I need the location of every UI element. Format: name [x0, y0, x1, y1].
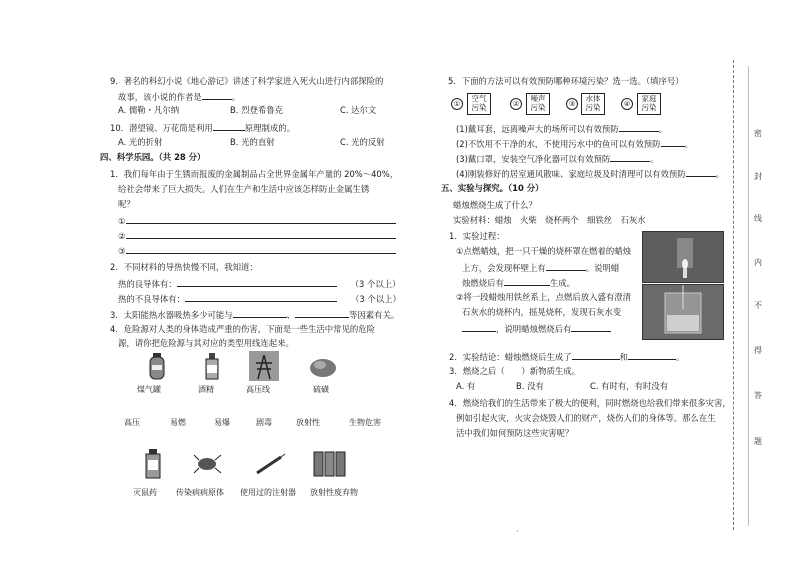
q4-line3: 活中我们如何预防这些灾害呢？ — [456, 428, 574, 438]
answer-blank[interactable] — [546, 261, 586, 271]
item-label: 放射性废弃物 — [310, 488, 358, 497]
binding-char: 封 — [754, 172, 762, 181]
hazard-type[interactable]: 生物危害 — [349, 418, 381, 427]
q3-options — [456, 381, 668, 392]
option-b[interactable]: B. 光的直射 — [230, 137, 275, 147]
q5-item-2: (2)不饮用不干净的水，不使用污水中的鱼可以有效预防 。 — [456, 139, 693, 149]
answer-blank[interactable] — [126, 214, 396, 224]
q5-line: 5．下面的方法可以有效预防哪种环境污染？选一选。（填序号） — [448, 76, 684, 86]
p4-line1: 4．危险源对人类的身体造成严重的伤害，下面是一些生活中常见的危险 — [110, 324, 375, 334]
p1-line3: 呢？ — [118, 199, 135, 209]
process-head: 1．实验过程： — [449, 231, 505, 241]
answer-blank[interactable] — [571, 322, 611, 332]
pollution-choice-air[interactable]: 空气 污染 — [467, 93, 491, 115]
p2-good: 热的良导体有： （3 个以上） — [118, 279, 401, 289]
binding-line — [733, 60, 735, 530]
q4-line1: 4．燃烧给我们的生活带来了极大的便利，同时燃烧也给我们带来很多灾害， — [449, 398, 731, 408]
rat-poison-picture — [138, 448, 168, 478]
p1-answer-2: ② — [118, 229, 396, 242]
p2-bad: 热的不良导体有： （3 个以上） — [118, 294, 401, 304]
q5-item-3: (3)戴口罩，安装空气净化器可以有效预防 。 — [456, 154, 659, 164]
p3-line: 3．太阳能热水器吸热多少可能与 、 等因素有关。 — [110, 310, 400, 320]
binding-char: 题 — [754, 437, 762, 446]
option-a[interactable]: A. 有 — [456, 381, 476, 391]
p1-line1: 1．我们每年由于生锈而报废的金属制品占全世界金属年产量的 20%～40%， — [110, 169, 399, 179]
p2-line: 2．不同材料的导热快慢不同，我知道： — [110, 262, 258, 272]
step2-line1: ②将一段蜡烛用铁丝系上，点燃后放入盛有澄清 — [456, 292, 632, 302]
answer-blank[interactable] — [233, 308, 287, 318]
sulfur-picture — [308, 351, 338, 381]
q9-line1: 9．著名的科幻小说《地心游记》讲述了科学家进入死火山进行内部探险的 — [110, 76, 384, 86]
answer-blank[interactable] — [462, 322, 496, 332]
item-label: 传染病病原体 — [176, 488, 224, 497]
syringe-picture — [254, 452, 284, 482]
step2-line2: 石灰水的烧杯内，摇晃烧杯，发现石灰水变 — [462, 307, 622, 317]
answer-blank[interactable] — [619, 122, 659, 132]
answer-blank[interactable] — [628, 350, 676, 360]
step1-line2: 上方，会发现杯壁上有 。说明蜡 — [462, 263, 620, 273]
p1-answer-1: ① — [118, 214, 396, 227]
answer-blank[interactable] — [504, 276, 550, 286]
materials-line: 实验材料：蜡烛 火柴 烧杯两个 细铁丝 石灰水 — [453, 215, 646, 225]
answer-blank[interactable] — [177, 277, 337, 287]
pollution-choice-noise[interactable]: 噪声 污染 — [526, 93, 550, 115]
p1-line2: 给社会带来了巨大损失。人们在生产和生活中应该怎样防止金属生锈 — [118, 184, 370, 194]
experiment-title: 蜡烛燃烧生成了什么？ — [453, 200, 537, 210]
answer-blank[interactable] — [126, 229, 396, 239]
item-label: 硫磺 — [313, 385, 329, 394]
gas-cylinder-picture — [142, 351, 172, 381]
q10-options — [118, 137, 385, 148]
choice-number: ① — [451, 98, 463, 110]
section-5-title: 五、实验与探究。（10 分） — [441, 183, 544, 193]
q9-options — [118, 105, 376, 116]
section-4-title: 四、科学乐园。（共 28 分） — [100, 152, 206, 162]
option-c[interactable]: C. 光的反射 — [340, 137, 385, 147]
q4-line2: 例如引起火灾，火灾会烧毁人们的财产，烧伤人们的身体等。那么在生 — [456, 413, 716, 423]
item-label: 灭鼠药 — [133, 488, 157, 497]
step1-line3: 烛燃烧后有 生成。 — [462, 278, 575, 288]
answer-blank[interactable] — [686, 167, 716, 177]
answer-blank[interactable] — [572, 350, 620, 360]
limewater-beaker-photo — [642, 284, 724, 340]
radioactive-waste-picture — [313, 448, 343, 478]
answer-blank[interactable] — [295, 308, 349, 318]
answer-blank[interactable] — [126, 244, 396, 254]
hazard-type[interactable]: 高压 — [124, 418, 140, 427]
hazard-type[interactable]: 剧毒 — [256, 418, 272, 427]
hazard-type[interactable]: 放射性 — [296, 418, 320, 427]
answer-blank[interactable] — [213, 121, 245, 131]
choice-number: ④ — [621, 98, 633, 110]
page-edge — [748, 66, 749, 526]
answer-blank[interactable] — [610, 152, 650, 162]
binding-char: 得 — [754, 346, 762, 355]
answer-blank[interactable] — [661, 137, 685, 147]
binding-char: 内 — [754, 258, 762, 267]
binding-char: 答 — [754, 391, 762, 400]
p1-answer-3: ③ — [118, 244, 396, 257]
q5-item-1: (1)戴耳套，远离噪声大的场所可以有效预防 。 — [456, 124, 667, 134]
answer-blank[interactable] — [185, 292, 337, 302]
option-c[interactable]: C. 达尔文 — [340, 105, 377, 115]
footer-mark: · — [516, 526, 519, 536]
pathogen-picture — [193, 452, 223, 482]
item-label: 高压线 — [246, 385, 270, 394]
hazard-type[interactable]: 易爆 — [214, 418, 230, 427]
item-label: 使用过的注射器 — [240, 488, 296, 497]
option-b[interactable]: B. 烈登希鲁克 — [230, 105, 283, 115]
binding-char: 不 — [754, 301, 762, 310]
q9-line2: 故事，该小说的作者是 。 — [118, 92, 241, 102]
answer-blank[interactable] — [202, 90, 232, 100]
option-b[interactable]: B. 没有 — [516, 381, 544, 391]
conclusion-line: 2．实验结论：蜡烛燃烧后生成了 和 。 — [449, 352, 685, 362]
binding-char: 密 — [754, 129, 762, 138]
option-a[interactable]: A. 光的折射 — [118, 137, 163, 147]
q5-item-4: (4)刚装修好的居室通风散味、家庭垃圾及时清理可以有效预防 。 — [456, 169, 724, 179]
step1-line1: ①点燃蜡烛，把一只干燥的烧杯罩在燃着的蜡烛 — [456, 246, 632, 256]
q3-line: 3．燃烧之后（ ）新物质生成。 — [449, 366, 580, 376]
high-voltage-line-picture — [249, 351, 279, 381]
choice-number: ② — [510, 98, 522, 110]
pollution-choice-water[interactable]: 水体 污染 — [581, 93, 605, 115]
pollution-choice-home[interactable]: 家庭 污染 — [637, 93, 661, 115]
hazard-type[interactable]: 易燃 — [170, 418, 186, 427]
option-c[interactable]: C. 有时有，有时没有 — [590, 381, 669, 391]
alcohol-bottle-picture — [197, 351, 227, 381]
q10-line: 10．潜望镜、万花筒是利用 原理制成的。 — [110, 123, 296, 133]
candle-beaker-photo — [642, 231, 724, 283]
item-label: 煤气罐 — [137, 385, 161, 394]
p4-line2: 源，请你把危险源与其对应的类型用线连起来。 — [118, 338, 294, 348]
item-label: 酒精 — [198, 385, 214, 394]
binding-char: 线 — [754, 214, 762, 223]
step2-line3: ，说明蜡烛燃烧后有 — [462, 322, 611, 335]
choice-number: ③ — [566, 98, 578, 110]
option-a[interactable]: A. 儒勒・凡尔纳 — [118, 105, 180, 115]
